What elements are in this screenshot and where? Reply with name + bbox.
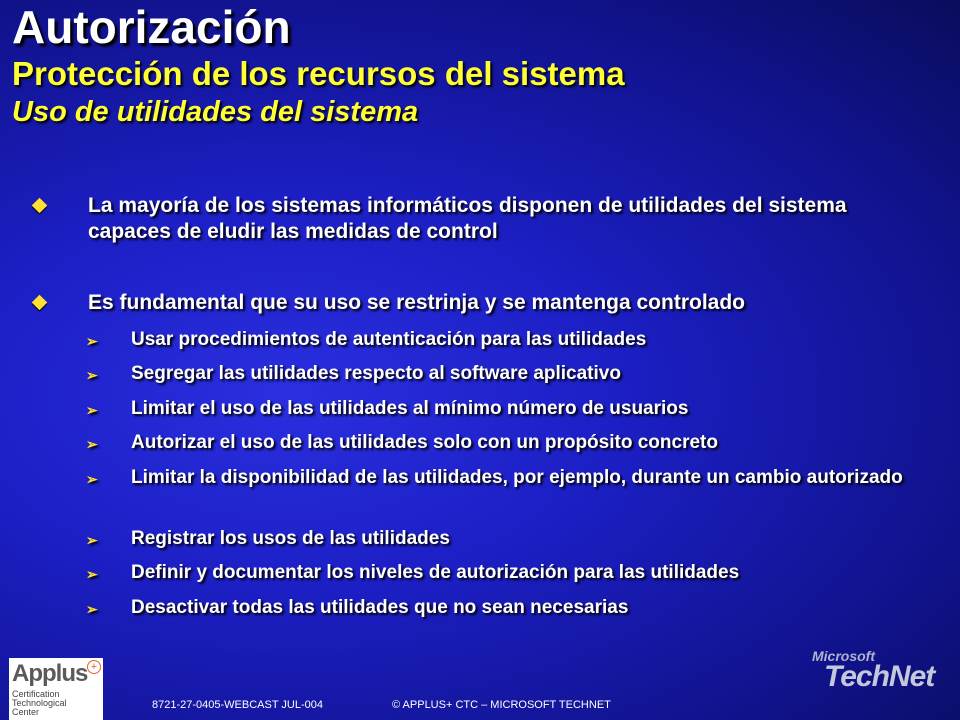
applus-brand-text: Applus [12, 660, 88, 687]
applus-caption-line: Certification [12, 689, 60, 699]
subbullet-item [86, 561, 916, 585]
plus-icon: + [87, 660, 101, 674]
arrow-bullet-icon: ➢ [86, 566, 98, 582]
subbullet-text: Usar procedimientos de autenticación para las utilidades [131, 329, 647, 350]
microsoft-logo-text: Microsoft [812, 648, 875, 664]
diamond-bullet-icon [32, 198, 48, 214]
arrow-bullet-icon: ➢ [86, 471, 98, 487]
subbullet-item [86, 466, 916, 490]
subbullet-text: Desactivar todas las utilidades que no sean necesarias [131, 597, 629, 618]
subbullet-text: Limitar la disponibilidad de las utilidades, por ejemplo, durante un cambio autorizado [131, 467, 903, 488]
slide-section-title: Uso de utilidades del sistema [12, 96, 419, 128]
subbullet-item [86, 431, 916, 455]
applus-caption-line: Center [12, 707, 40, 717]
subbullet-text: Limitar el uso de las utilidades al mínimo número de usuarios [131, 398, 689, 419]
bullet-item [30, 290, 930, 316]
slide-title-block [12, 0, 942, 130]
applus-caption-line: Technological [12, 698, 67, 708]
arrow-bullet-icon: ➢ [86, 333, 98, 349]
arrow-bullet-icon: ➢ [86, 436, 98, 452]
subbullet-item [86, 527, 916, 551]
subbullet-text: Segregar las utilidades respecto al software aplicativo [131, 363, 621, 384]
subbullet-item [86, 397, 916, 421]
technet-logo-text: TechNet [824, 660, 935, 693]
bullet-item [30, 193, 930, 245]
subbullet-item [86, 362, 916, 386]
footer-code: 8721-27-0405-WEBCAST JUL-004 [152, 699, 323, 711]
slide-title: Autorización [12, 1, 291, 53]
diamond-bullet-icon [32, 295, 48, 311]
subbullet-text: Registrar los usos de las utilidades [131, 528, 450, 549]
bullet-text: La mayoría de los sistemas informáticos disponen de utilidades del sistema capaces de eludir las medidas de control [88, 194, 847, 243]
bullet-text: Es fundamental que su uso se restrinja y se mantenga controlado [88, 291, 745, 314]
arrow-bullet-icon: ➢ [86, 367, 98, 383]
slide-subtitle: Protección de los recursos del sistema [12, 55, 625, 92]
arrow-bullet-icon: ➢ [86, 601, 98, 617]
subbullet-item [86, 596, 916, 620]
footer-copyright: © APPLUS+ CTC – MICROSOFT TECHNET [392, 699, 611, 711]
applus-caption [12, 690, 67, 717]
applus-logo [9, 658, 103, 720]
subbullet-item [86, 328, 916, 352]
arrow-bullet-icon: ➢ [86, 402, 98, 418]
subbullet-text: Definir y documentar los niveles de autorización para las utilidades [131, 562, 740, 583]
subbullet-text: Autorizar el uso de las utilidades solo con un propósito concreto [131, 432, 718, 453]
arrow-bullet-icon: ➢ [86, 532, 98, 548]
microsoft-technet-logo [808, 644, 944, 704]
